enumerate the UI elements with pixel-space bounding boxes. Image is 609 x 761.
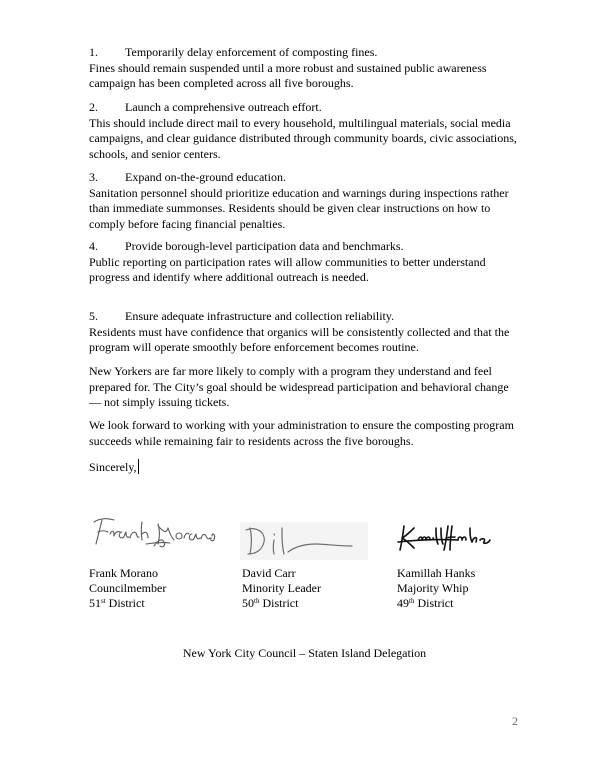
signatory-name: Frank Morano [89, 566, 158, 580]
signatory-name: Kamillah Hanks [397, 566, 476, 580]
item-body-line: This should include direct mail to every household, multilingual materials, social media [89, 115, 511, 130]
signatory-district: 50th District [242, 596, 299, 611]
item-heading: 3. Expand on-the-ground education. [89, 170, 286, 184]
signatory-title: Majority Whip [397, 581, 469, 596]
signature-kamillah-hanks [396, 522, 492, 554]
item-body-line: schools, and senior centers. [89, 146, 221, 161]
list-item [89, 100, 529, 162]
item-body-line: program will operate smoothly before enforcement becomes routine. [89, 340, 419, 354]
signatory-name: David Carr [242, 566, 296, 580]
item-heading: 2. Launch a comprehensive outreach effort. [89, 100, 322, 114]
item-body-line: comply before facing financial penalties. [89, 216, 286, 231]
signatory-block [397, 566, 475, 612]
list-item [89, 309, 529, 356]
delegation-line: New York City Council – Staten Island Delegation [182, 646, 427, 660]
item-body-line: Residents must have confidence that organics will be consistently collected and that the [89, 324, 510, 339]
closing-paragraph: New Yorkers are far more likely to comply with a program they understand and feel prepared for. The City’s goal should be widespread participation and behavioral change — not simply issuing tickets. [89, 364, 509, 409]
signatory-block [89, 566, 166, 612]
signatory-district: 51st District [89, 596, 145, 611]
item-body-line: campaign has been completed across all five boroughs. [89, 76, 354, 90]
item-body-line: Public reporting on participation rates will allow communities to better understand [89, 254, 486, 269]
item-heading: 1. Temporarily delay enforcement of composting fines. [89, 45, 378, 59]
item-body-line: progress and identify where additional outreach is needed. [89, 270, 369, 284]
item-body-line: campaigns, and clear guidance distributed through community boards, civic associations, [89, 131, 517, 145]
item-body-line: than immediate summonses. Residents should be given clear instructions on how to [89, 201, 491, 215]
signature-david-carr [240, 522, 368, 560]
signature-frank-morano [88, 510, 218, 554]
closing-paragraph: We look forward to working with your administration to ensure the composting program succeeds while remaining fair to residents across the five boroughs. [89, 418, 514, 448]
signatory-district: 49th District [397, 596, 454, 611]
page-number: 2 [512, 714, 518, 728]
signatory-block [242, 566, 321, 612]
signatory-title: Councilmember [89, 581, 167, 596]
signatory-title: Minority Leader [242, 581, 321, 596]
sign-off: Sincerely, [89, 460, 137, 474]
list-item [89, 170, 529, 232]
item-body-line: Sanitation personnel should prioritize education and warnings during inspections rather [89, 185, 509, 200]
list-item [89, 239, 529, 286]
item-body-line: Fines should remain suspended until a more robust and sustained public awareness [89, 60, 487, 75]
item-heading: 5. Ensure adequate infrastructure and collection reliability. [89, 309, 395, 323]
list-item [89, 45, 529, 92]
item-heading: 4. Provide borough-level participation data and benchmarks. [89, 239, 404, 253]
text-cursor [138, 459, 139, 474]
